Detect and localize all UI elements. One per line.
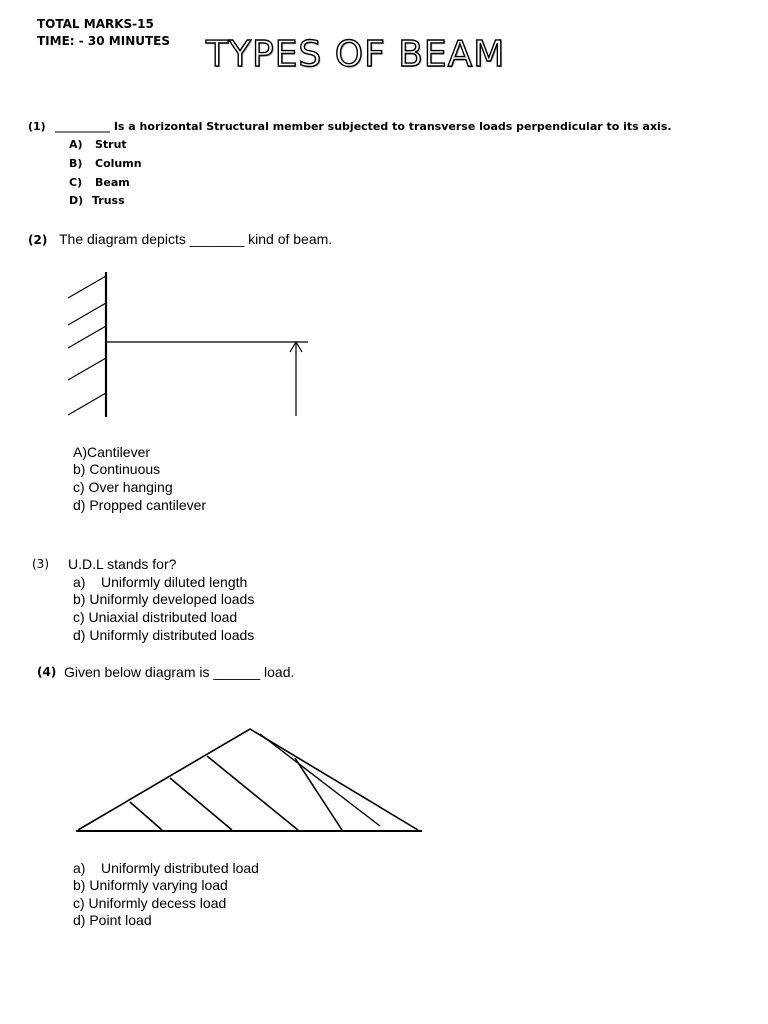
wall-hatch bbox=[68, 303, 106, 325]
q2-option-d: d) Propped cantilever bbox=[73, 497, 207, 513]
wall-hatch bbox=[68, 276, 106, 298]
q2-option-b: b) Continuous bbox=[73, 461, 161, 477]
q3-option-b: b) Uniformly developed loads bbox=[73, 591, 255, 607]
question-3-number: (3) bbox=[32, 557, 49, 571]
q4-option-d: d) Point load bbox=[73, 912, 152, 928]
q3-option-a-text: Uniformly diluted length bbox=[101, 574, 248, 590]
load-hatch bbox=[260, 734, 380, 826]
q3-option-a-label: a) bbox=[73, 574, 86, 590]
total-marks: TOTAL MARKS-15 bbox=[37, 17, 154, 31]
load-hatch bbox=[295, 758, 342, 830]
q1-option-d-label: D) bbox=[69, 194, 84, 207]
page-title: TYPES OF BEAM bbox=[206, 34, 506, 75]
question-1-text: __________ Is a horizontal Structural member subjected to transverse loads perpendicular to its axis. bbox=[55, 120, 672, 133]
wall-hatch bbox=[68, 393, 106, 415]
load-triangle-outline bbox=[78, 729, 418, 830]
q1-option-a-label: A) bbox=[69, 138, 83, 151]
wall-hatch bbox=[68, 358, 106, 380]
q4-option-c: c) Uniformly decess load bbox=[73, 895, 227, 911]
q1-option-c-label: C) bbox=[69, 176, 83, 189]
q1-option-d-text: Truss bbox=[92, 194, 125, 207]
q1-option-a-text: Strut bbox=[95, 138, 127, 151]
question-2-number: (2) bbox=[28, 233, 48, 247]
question-2-text: The diagram depicts _______ kind of beam. bbox=[59, 231, 333, 247]
q4-option-a-label: a) bbox=[73, 860, 86, 876]
cantilever-beam-diagram bbox=[60, 268, 320, 423]
q4-option-b: b) Uniformly varying load bbox=[73, 877, 228, 893]
q3-option-c: c) Uniaxial distributed load bbox=[73, 609, 238, 625]
load-hatch bbox=[170, 778, 232, 830]
load-hatch bbox=[207, 756, 298, 830]
question-4-number: (4) bbox=[37, 665, 57, 679]
question-1-number: (1) bbox=[28, 120, 46, 133]
q2-option-a: A)Cantilever bbox=[73, 444, 151, 460]
q1-option-b-label: B) bbox=[69, 157, 83, 170]
q1-option-c-text: Beam bbox=[95, 176, 130, 189]
question-4-text: Given below diagram is ______ load. bbox=[64, 664, 295, 680]
load-diagram bbox=[70, 720, 430, 840]
load-hatch bbox=[130, 802, 162, 830]
q3-option-d: d) Uniformly distributed loads bbox=[73, 627, 255, 643]
q1-option-b-text: Column bbox=[95, 157, 142, 170]
question-3-text: U.D.L stands for? bbox=[68, 556, 177, 572]
wall-hatch bbox=[68, 326, 106, 348]
q4-option-a-text: Uniformly distributed load bbox=[101, 860, 259, 876]
time-limit: TIME: - 30 MINUTES bbox=[37, 34, 171, 48]
q2-option-c: c) Over hanging bbox=[73, 479, 173, 495]
